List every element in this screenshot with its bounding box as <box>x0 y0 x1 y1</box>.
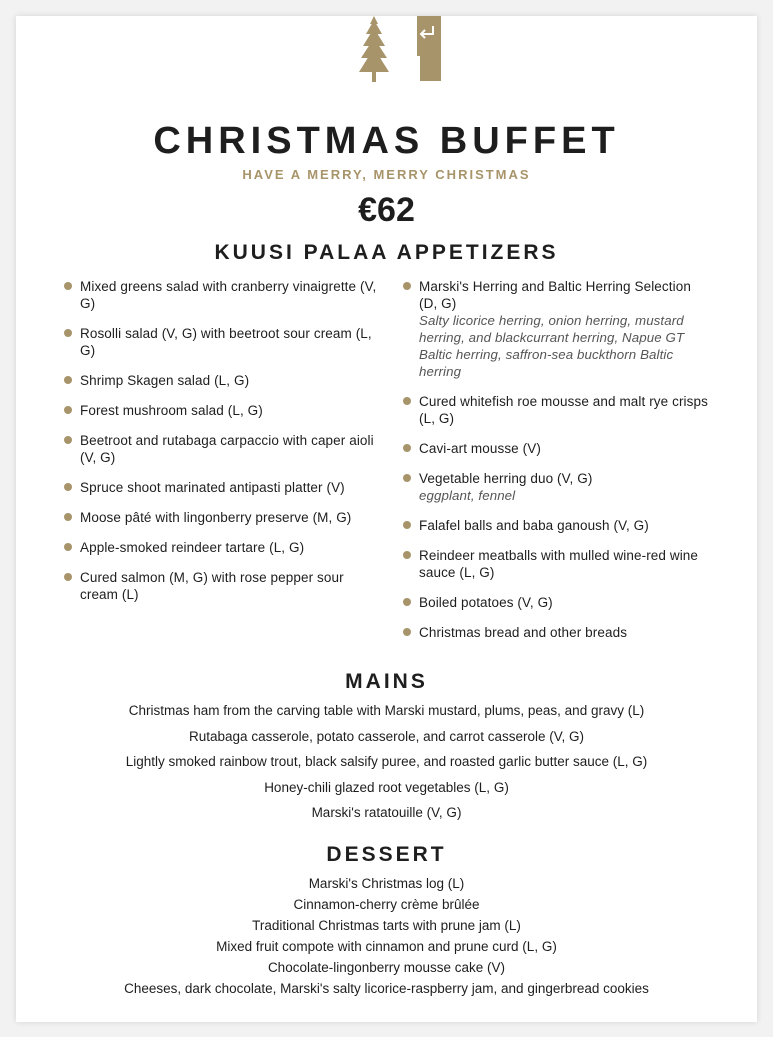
list-item: Rutabaga casserole, potato casserole, and carrot casserole (V, G) <box>189 728 584 744</box>
menu-card <box>16 16 757 1022</box>
item-name: Vegetable herring duo (V, G) <box>419 471 593 486</box>
page-title: CHRISTMAS BUFFET <box>153 120 620 162</box>
list-item: Cavi-art mousse (V) <box>403 440 709 457</box>
list-item: Falafel balls and baba ganoush (V, G) <box>403 517 709 534</box>
list-item: Mixed fruit compote with cinnamon and prune curd (L, G) <box>216 939 557 954</box>
list-item: Christmas bread and other breads <box>403 624 709 641</box>
list-item: Marski's Christmas log (L) <box>308 876 465 891</box>
mains-heading: MAINS <box>345 670 428 693</box>
list-item: Chocolate-lingonberry mousse cake (V) <box>267 960 506 975</box>
list-item: Marski's ratatouille (V, G) <box>311 805 462 820</box>
list-item: Traditional Christmas tarts with prune jam (L) <box>252 918 521 933</box>
list-item: Apple-smoked reindeer tartare (L, G) <box>64 539 382 556</box>
list-item: Cheeses, dark chocolate, Marski's salty licorice-raspberry jam, and gingerbread cookies <box>124 981 649 996</box>
appetizers-heading: KUUSI PALAA APPETIZERS <box>214 241 559 264</box>
list-item: Beetroot and rutabaga carpaccio with caper aioli (V, G) <box>64 432 382 466</box>
dessert-heading: DESSERT <box>326 843 447 866</box>
item-note: Salty licorice herring, onion herring, mustard herring, and blackcurrant herring, Napue GT Baltic herring, saffron-sea buckthorn Baltic herring <box>419 313 685 379</box>
page-subtitle: HAVE A MERRY, MERRY CHRISTMAS <box>242 167 531 182</box>
item-name: Marski's Herring and Baltic Herring Selection (D, G) <box>419 279 691 311</box>
item-note: eggplant, fennel <box>419 488 516 503</box>
mains-list <box>16 698 757 826</box>
list-item: Cured whitefish roe mousse and malt rye crisps (L, G) <box>403 393 709 427</box>
price: €62 <box>358 191 415 229</box>
list-item: Mixed greens salad with cranberry vinaigrette (V, G) <box>64 278 382 312</box>
list-item: Cinnamon-cherry crème brûlée <box>293 897 480 912</box>
dessert-list <box>16 873 757 999</box>
list-item: Honey-chili glazed root vegetables (L, G) <box>264 779 509 795</box>
list-item: Lightly smoked rainbow trout, black salsify puree, and roasted garlic butter sauce (L, G) <box>125 754 648 769</box>
appetizers-right-list <box>403 278 709 654</box>
list-item: Cured salmon (M, G) with rose pepper sour cream (L) <box>64 569 382 603</box>
list-item <box>403 470 709 504</box>
list-item: Spruce shoot marinated antipasti platter (V) <box>64 479 382 496</box>
list-item <box>403 278 709 380</box>
list-item: Moose pâté with lingonberry preserve (M, G) <box>64 509 382 526</box>
appetizers-left-list <box>64 278 382 616</box>
list-item: Reindeer meatballs with mulled wine-red wine sauce (L, G) <box>403 547 709 581</box>
list-item: Boiled potatoes (V, G) <box>403 594 709 611</box>
list-item: Shrimp Skagen salad (L, G) <box>64 372 382 389</box>
list-item: Christmas ham from the carving table with Marski mustard, plums, peas, and gravy (L) <box>128 703 645 718</box>
list-item: Rosolli salad (V, G) with beetroot sour cream (L, G) <box>64 325 382 359</box>
list-item: Forest mushroom salad (L, G) <box>64 402 382 419</box>
spruce-tree-logo-icon <box>336 16 446 84</box>
